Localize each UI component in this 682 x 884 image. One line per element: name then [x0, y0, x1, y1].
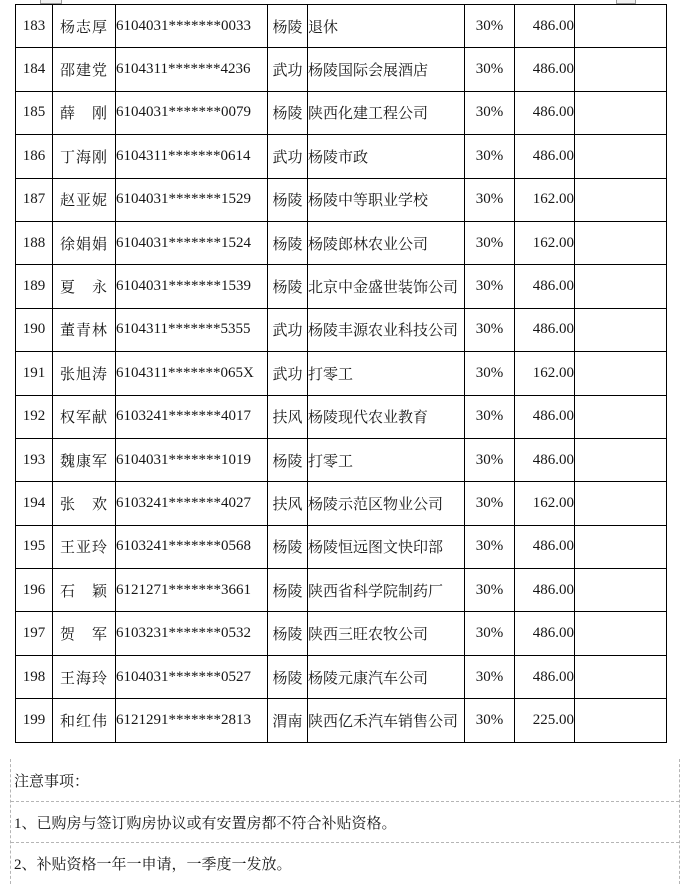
county-cell: 杨陵 [268, 655, 308, 698]
employer-cell: 杨陵示范区物业公司 [308, 482, 465, 525]
employer-cell: 杨陵恒远图文快印部 [308, 525, 465, 568]
table-row [16, 178, 667, 221]
amount-cell: 162.00 [515, 221, 575, 264]
table-row [16, 395, 667, 438]
id-number-cell: 6104031*******1529 [116, 178, 268, 221]
id-number-cell: 6104031*******1539 [116, 265, 268, 308]
name-cell: 赵亚妮 [53, 178, 116, 221]
row-number-cell: 197 [16, 612, 53, 655]
employer-cell: 杨陵市政 [308, 135, 465, 178]
amount-cell: 162.00 [515, 178, 575, 221]
percent-cell: 30% [465, 352, 515, 395]
county-cell: 杨陵 [268, 221, 308, 264]
row-number-cell: 188 [16, 221, 53, 264]
percent-cell: 30% [465, 178, 515, 221]
percent-cell: 30% [465, 438, 515, 481]
row-number-cell: 191 [16, 352, 53, 395]
county-cell: 杨陵 [268, 178, 308, 221]
county-cell: 扶风 [268, 395, 308, 438]
employer-cell: 陕西亿禾汽车销售公司 [308, 699, 465, 742]
name-cell: 薛 刚 [53, 91, 116, 134]
remark-cell [575, 308, 667, 351]
amount-cell: 486.00 [515, 655, 575, 698]
amount-cell: 162.00 [515, 352, 575, 395]
employer-cell: 杨陵国际会展酒店 [308, 48, 465, 91]
name-cell: 邵建党 [53, 48, 116, 91]
note-item-1: 1、已购房与签订购房协议或有安置房都不符合补贴资格。 [11, 801, 679, 842]
county-cell: 杨陵 [268, 612, 308, 655]
id-number-cell: 6104311*******0614 [116, 135, 268, 178]
table-row [16, 569, 667, 612]
name-cell: 张 欢 [53, 482, 116, 525]
remark-cell [575, 265, 667, 308]
county-cell: 杨陵 [268, 91, 308, 134]
percent-cell: 30% [465, 5, 515, 48]
county-cell: 武功 [268, 135, 308, 178]
county-cell: 杨陵 [268, 438, 308, 481]
county-cell: 杨陵 [268, 569, 308, 612]
amount-cell: 162.00 [515, 482, 575, 525]
remark-cell [575, 482, 667, 525]
id-number-cell: 6104031*******0033 [116, 5, 268, 48]
table-row [16, 525, 667, 568]
employer-cell: 杨陵郎林农业公司 [308, 221, 465, 264]
remark-cell [575, 655, 667, 698]
remark-cell [575, 525, 667, 568]
table-body [16, 5, 667, 743]
amount-cell: 486.00 [515, 308, 575, 351]
county-cell: 武功 [268, 308, 308, 351]
county-cell: 杨陵 [268, 5, 308, 48]
subsidy-roster-table [15, 4, 667, 743]
county-cell: 渭南 [268, 699, 308, 742]
table-row [16, 135, 667, 178]
table-row [16, 221, 667, 264]
row-number-cell: 194 [16, 482, 53, 525]
percent-cell: 30% [465, 308, 515, 351]
name-cell: 权军献 [53, 395, 116, 438]
row-number-cell: 184 [16, 48, 53, 91]
employer-cell: 陕西化建工程公司 [308, 91, 465, 134]
row-number-cell: 187 [16, 178, 53, 221]
id-number-cell: 6103241*******0568 [116, 525, 268, 568]
percent-cell: 30% [465, 135, 515, 178]
notes-section [10, 759, 680, 884]
employer-cell: 杨陵中等职业学校 [308, 178, 465, 221]
name-cell: 石 颖 [53, 569, 116, 612]
employer-cell: 陕西省科学院制药厂 [308, 569, 465, 612]
remark-cell [575, 612, 667, 655]
row-number-cell: 198 [16, 655, 53, 698]
table-row [16, 482, 667, 525]
row-number-cell: 193 [16, 438, 53, 481]
remark-cell [575, 91, 667, 134]
employer-cell: 杨陵元康汽车公司 [308, 655, 465, 698]
table-row [16, 308, 667, 351]
employer-cell: 北京中金盛世装饰公司 [308, 265, 465, 308]
amount-cell: 486.00 [515, 395, 575, 438]
id-number-cell: 6103231*******0532 [116, 612, 268, 655]
table-row [16, 612, 667, 655]
amount-cell: 225.00 [515, 699, 575, 742]
table-row [16, 352, 667, 395]
name-cell: 王海玲 [53, 655, 116, 698]
row-number-cell: 192 [16, 395, 53, 438]
table-row [16, 5, 667, 48]
name-cell: 张旭涛 [53, 352, 116, 395]
table-row [16, 655, 667, 698]
row-number-cell: 183 [16, 5, 53, 48]
id-number-cell: 6104031*******1524 [116, 221, 268, 264]
table-row [16, 265, 667, 308]
id-number-cell: 6104311*******065X [116, 352, 268, 395]
name-cell: 和红伟 [53, 699, 116, 742]
remark-cell [575, 395, 667, 438]
id-number-cell: 6121291*******2813 [116, 699, 268, 742]
row-number-cell: 190 [16, 308, 53, 351]
note-item-2: 2、补贴资格一年一申请，一季度一发放。 [11, 842, 679, 884]
name-cell: 徐娟娟 [53, 221, 116, 264]
remark-cell [575, 135, 667, 178]
amount-cell: 486.00 [515, 525, 575, 568]
table-row [16, 91, 667, 134]
percent-cell: 30% [465, 655, 515, 698]
remark-cell [575, 352, 667, 395]
employer-cell: 打零工 [308, 438, 465, 481]
name-cell: 丁海刚 [53, 135, 116, 178]
name-cell: 夏 永 [53, 265, 116, 308]
remark-cell [575, 699, 667, 742]
table-row [16, 699, 667, 742]
row-number-cell: 189 [16, 265, 53, 308]
amount-cell: 486.00 [515, 569, 575, 612]
name-cell: 王亚玲 [53, 525, 116, 568]
table-row [16, 438, 667, 481]
id-number-cell: 6104031*******0079 [116, 91, 268, 134]
table-row [16, 48, 667, 91]
id-number-cell: 6103241*******4027 [116, 482, 268, 525]
county-cell: 杨陵 [268, 525, 308, 568]
id-number-cell: 6104311*******5355 [116, 308, 268, 351]
remark-cell [575, 569, 667, 612]
amount-cell: 486.00 [515, 48, 575, 91]
percent-cell: 30% [465, 525, 515, 568]
amount-cell: 486.00 [515, 91, 575, 134]
percent-cell: 30% [465, 265, 515, 308]
row-number-cell: 195 [16, 525, 53, 568]
row-number-cell: 199 [16, 699, 53, 742]
employer-cell: 陕西三旺农牧公司 [308, 612, 465, 655]
percent-cell: 30% [465, 91, 515, 134]
name-cell: 魏康军 [53, 438, 116, 481]
percent-cell: 30% [465, 569, 515, 612]
county-cell: 杨陵 [268, 265, 308, 308]
row-number-cell: 196 [16, 569, 53, 612]
county-cell: 武功 [268, 352, 308, 395]
id-number-cell: 6104031*******0527 [116, 655, 268, 698]
name-cell: 董青林 [53, 308, 116, 351]
amount-cell: 486.00 [515, 612, 575, 655]
id-number-cell: 6121271*******3661 [116, 569, 268, 612]
percent-cell: 30% [465, 221, 515, 264]
employer-cell: 杨陵现代农业教育 [308, 395, 465, 438]
remark-cell [575, 48, 667, 91]
percent-cell: 30% [465, 48, 515, 91]
amount-cell: 486.00 [515, 5, 575, 48]
row-number-cell: 186 [16, 135, 53, 178]
employer-cell: 杨陵丰源农业科技公司 [308, 308, 465, 351]
id-number-cell: 6104311*******4236 [116, 48, 268, 91]
county-cell: 武功 [268, 48, 308, 91]
row-number-cell: 185 [16, 91, 53, 134]
percent-cell: 30% [465, 612, 515, 655]
remark-cell [575, 178, 667, 221]
notes-title: 注意事项： [14, 773, 90, 790]
id-number-cell: 6104031*******1019 [116, 438, 268, 481]
percent-cell: 30% [465, 395, 515, 438]
id-number-cell: 6103241*******4017 [116, 395, 268, 438]
percent-cell: 30% [465, 699, 515, 742]
employer-cell: 打零工 [308, 352, 465, 395]
amount-cell: 486.00 [515, 265, 575, 308]
remark-cell [575, 438, 667, 481]
name-cell: 贺 军 [53, 612, 116, 655]
percent-cell: 30% [465, 482, 515, 525]
county-cell: 扶风 [268, 482, 308, 525]
name-cell: 杨志厚 [53, 5, 116, 48]
amount-cell: 486.00 [515, 135, 575, 178]
remark-cell [575, 5, 667, 48]
remark-cell [575, 221, 667, 264]
employer-cell: 退休 [308, 5, 465, 48]
amount-cell: 486.00 [515, 438, 575, 481]
